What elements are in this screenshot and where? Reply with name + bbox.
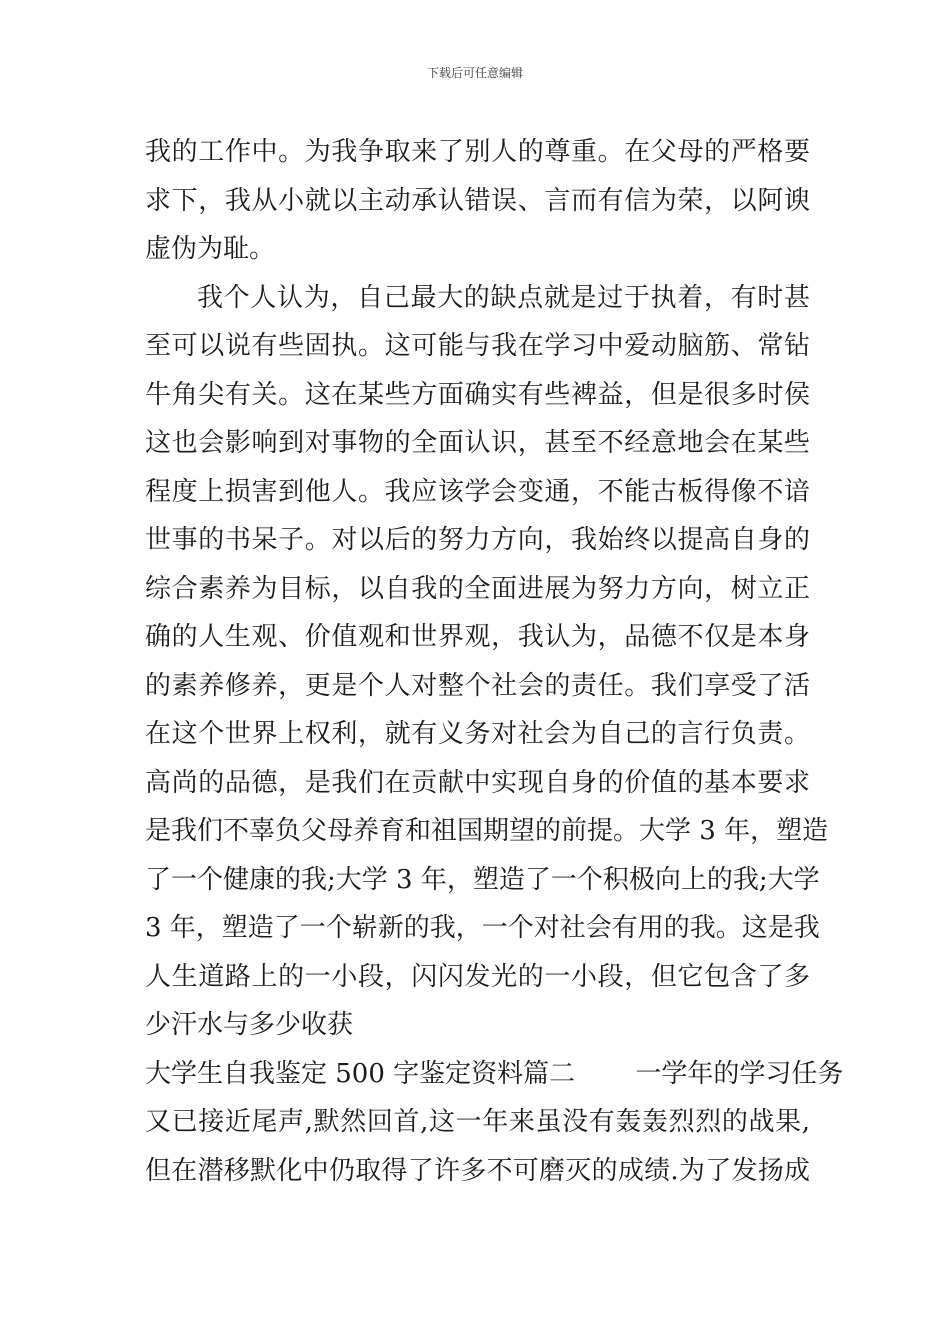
text-line: 在这个世界上权利，就有义务对社会为自己的言行负责。 [145,719,810,749]
text-line: 是我们不辜负父母养育和祖国期望的前提。大学 3 年，塑造 [145,816,829,846]
text-line: 我的工作中。为我争取来了别人的尊重。在父母的严格要 [145,137,810,167]
text-line: 至可以说有些固执。这可能与我在学习中爱动脑筋、常钻 [145,331,810,361]
section-heading-line: 大学生自我鉴定 500 字鉴定资料篇二 一学年的学习任务 [145,1058,844,1089]
text-line: 又已接近尾声,默然回首,这一年来虽没有轰轰烈烈的战果, [145,1107,810,1137]
text-line: 高尚的品德，是我们在贡献中实现自身的价值的基本要求 [145,767,810,798]
text-line: 我个人认为，自己最大的缺点就是过于执着，有时甚 [197,282,810,313]
text-line: 的素养修养，更是个人对整个社会的责任。我们享受了活 [145,670,810,701]
text-line: 虚伪为耻。 [145,234,276,264]
text-line: 人生道路上的一小段，闪闪发光的一小段，但它包含了多 [145,961,810,992]
text-line: 牛角尖有关。这在某些方面确实有些裨益，但是很多时侯 [145,379,810,410]
text-line: 程度上损害到他人。我应该学会变通，不能古板得像不谙 [145,476,810,507]
text-line: 但在潜移默化中仍取得了许多不可磨灭的成绩.为了发扬成 [145,1155,810,1186]
document-body [145,128,844,1195]
text-line: 了一个健康的我;大学 3 年，塑造了一个积极向上的我;大学 [145,864,820,895]
text-line: 综合素养为目标，以自我的全面进展为努力方向，树立正 [145,573,810,604]
text-line: 世事的书呆子。对以后的努力方向，我始终以提高自身的 [145,525,810,555]
text-line: 少汗水与多少收获 [145,1010,354,1040]
text-line: 3 年，塑造了一个崭新的我，一个对社会有用的我。这是我 [145,913,820,943]
text-line: 这也会影响到对事物的全面认识，甚至不经意地会在某些 [145,428,810,458]
text-line: 确的人生观、价值观和世界观，我认为，品德不仅是本身 [145,622,810,652]
page-header-note: 下载后可任意编辑 [426,66,523,80]
text-line: 求下，我从小就以主动承认错误、言而有信为荣，以阿谀 [145,185,810,216]
